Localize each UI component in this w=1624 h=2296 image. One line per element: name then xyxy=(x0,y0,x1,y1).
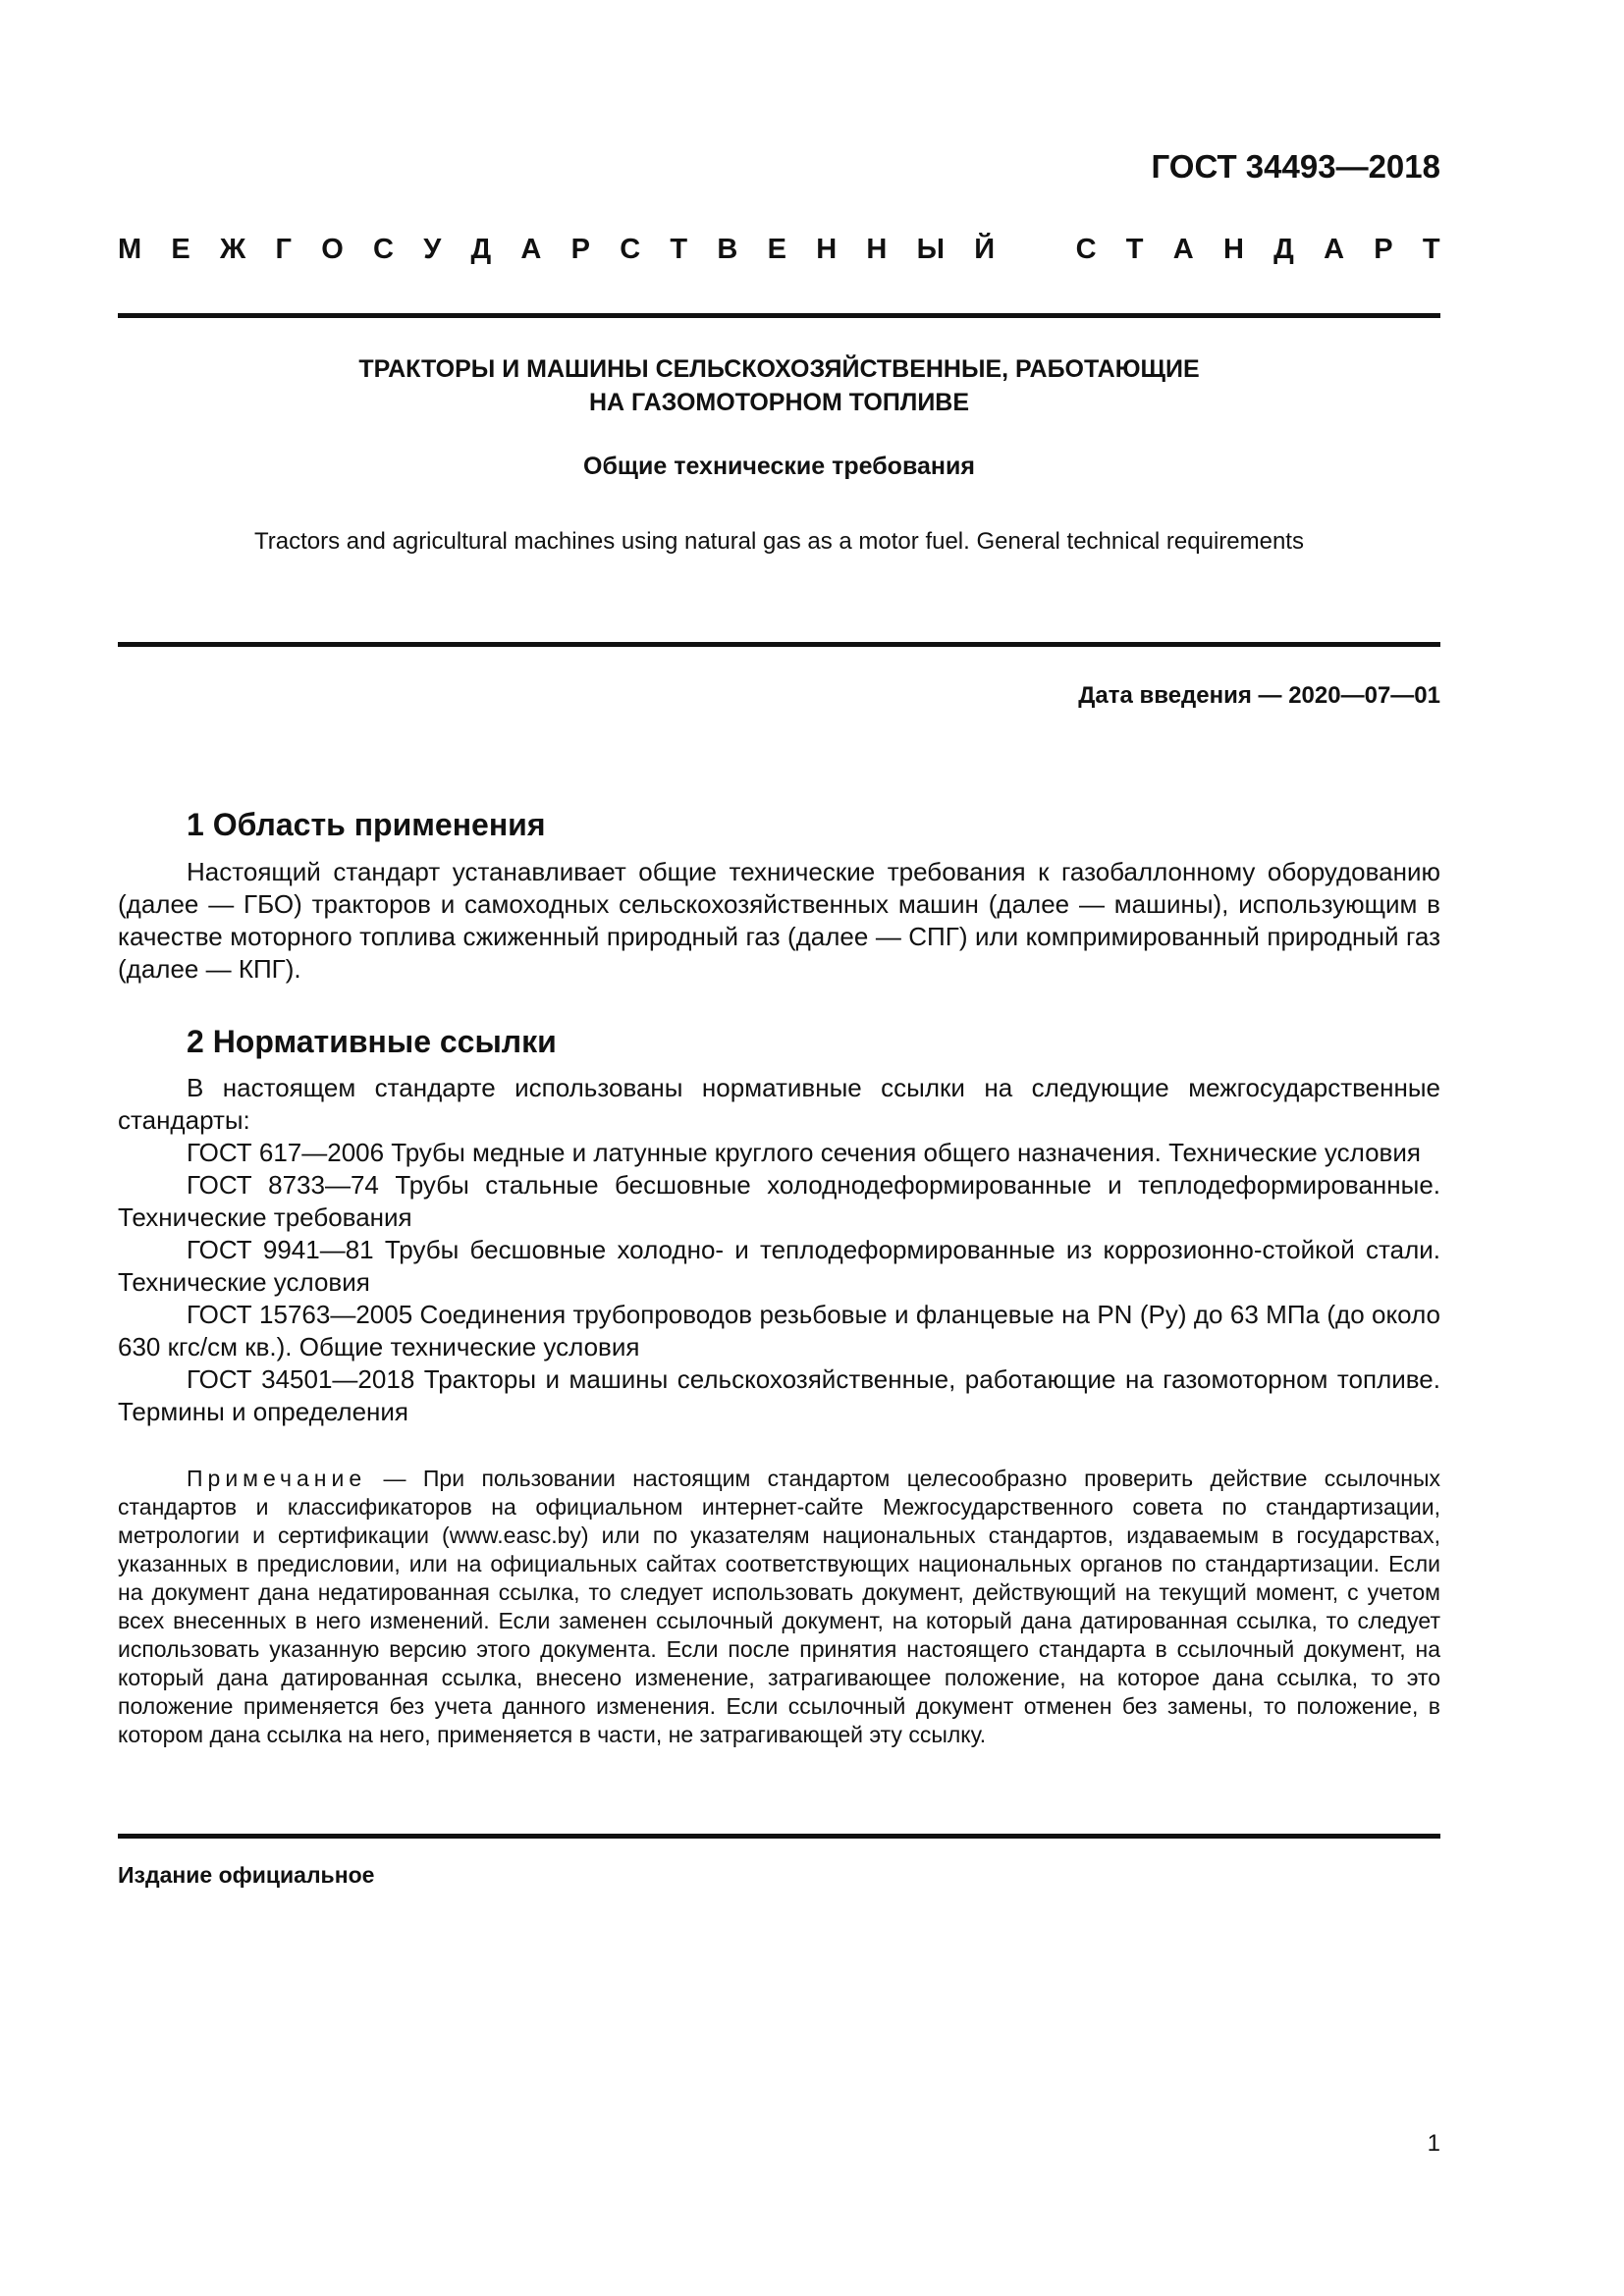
heading-letter: Д xyxy=(470,233,492,265)
heading-letter: С xyxy=(1075,233,1097,265)
heading-letter: Р xyxy=(570,233,590,265)
heading-letter: А xyxy=(520,233,542,265)
heading-letter: Ж xyxy=(220,233,246,265)
heading-letter: Й xyxy=(974,233,996,265)
heading-letter: В xyxy=(717,233,738,265)
title-line-1: ТРАКТОРЫ И МАШИНЫ СЕЛЬСКОХОЗЯЙСТВЕННЫЕ, РАБОТАЮЩИЕ xyxy=(358,354,1200,383)
english-title: Tractors and agricultural machines using natural gas as a motor fuel. General technical requirements xyxy=(254,527,1304,555)
heading-letter: Е xyxy=(767,233,786,265)
heading-letter: Ы xyxy=(916,233,945,265)
heading-letter: М xyxy=(118,233,142,265)
heading-letter: Т xyxy=(670,233,688,265)
heading-letter: Н xyxy=(866,233,888,265)
heading-letter: Е xyxy=(171,233,190,265)
reference-item: ГОСТ 8733—74 Трубы стальные бесшовные холоднодеформированные и теплодеформированные. Технические требования xyxy=(118,1170,1440,1233)
footer-divider xyxy=(118,1834,1440,1839)
title-line-2: НА ГАЗОМОТОРНОМ ТОПЛИВЕ xyxy=(588,388,970,416)
heading-letter: С xyxy=(620,233,641,265)
document-subtitle: Общие технические требования xyxy=(583,452,975,480)
heading-letter: С xyxy=(373,233,394,265)
document-number: ГОСТ 34493—2018 xyxy=(1151,148,1440,185)
heading-letter: Т xyxy=(1422,233,1440,265)
section-2-heading: 2 Нормативные ссылки xyxy=(187,1023,557,1059)
title-divider xyxy=(118,642,1440,647)
heading-letter: Д xyxy=(1273,233,1294,265)
page-number: 1 xyxy=(1427,2130,1440,2157)
note-text: — При пользовании настоящим стандартом целесообразно проверить действие ссылочных стандартов и классификаторов на официальном интернет-сайте Межгосударственного совета по стандартизации, метрологии и сертификации (www.easc.by) или по указателям национальных стандартов, издаваемым в государствах, указанных в предисловии, или на официальных сайтах соответствующих национальных органов по стандартизации. Если на документ дана недатированная ссылка, то следует использовать документ, действующий на текущий момент, с учетом всех внесенных в него изменений. Если заменен ссылочный документ, на который дана датированная ссылка, то следует использовать указанную версию этого документа. Если после принятия настоящего стандарта в ссылочный документ, на который дана датированная ссылка, внесено изменение, затрагивающее положение, на которое дана ссылка, то это положение применяется без учета данного изменения. Если ссылочный документ отменен без замены, то положение, в котором дана ссылка на него, применяется в части, не затрагивающей эту ссылку. xyxy=(118,1466,1440,1748)
top-divider xyxy=(118,313,1440,318)
word-gap xyxy=(1024,236,1046,264)
heading-letter: Т xyxy=(1125,233,1144,265)
normative-references-list xyxy=(118,1137,1440,1428)
heading-letter: Н xyxy=(816,233,838,265)
section-1-text: Настоящий стандарт устанавливает общие технические требования к газобаллонному оборудованию (далее — ГБО) тракторов и самоходных сельскохозяйственных машин (далее — машины), использующим в качестве моторного топлива сжиженный природный газ (далее — СПГ) или компримированный природный газ (далее — КПГ). xyxy=(118,856,1440,984)
reference-item: ГОСТ 9941—81 Трубы бесшовные холодно- и теплодеформированные из коррозионно-стойкой стали. Технические условия xyxy=(118,1235,1440,1298)
section-1-heading: 1 Область применения xyxy=(187,807,546,843)
heading-letter: О xyxy=(321,233,344,265)
heading-letter: А xyxy=(1324,233,1345,265)
heading-letter: У xyxy=(423,233,442,265)
heading-letter: А xyxy=(1172,233,1194,265)
note-paragraph xyxy=(118,1465,1440,1749)
reference-item: ГОСТ 34501—2018 Тракторы и машины сельскохозяйственные, работающие на газомоторном топливе. Термины и определения xyxy=(118,1364,1440,1427)
heading-letter: Р xyxy=(1374,233,1393,265)
section-2-intro: В настоящем стандарте использованы нормативные ссылки на следующие межгосударственные стандарты: xyxy=(118,1073,1440,1136)
heading-letter: Н xyxy=(1222,233,1244,265)
document-title xyxy=(118,352,1440,419)
reference-item: ГОСТ 617—2006 Трубы медные и латунные круглого сечения общего назначения. Технические условия xyxy=(187,1138,1421,1168)
standard-type-heading xyxy=(118,233,1440,265)
edition-label: Издание официальное xyxy=(118,1862,375,1889)
note-label: Примечание xyxy=(187,1466,367,1492)
introduction-date: Дата введения — 2020—07—01 xyxy=(1078,682,1440,710)
reference-item: ГОСТ 15763—2005 Соединения трубопроводов резьбовые и фланцевые на PN (Ру) до 63 МПа (до около 630 кгс/см кв.). Общие технические условия xyxy=(118,1300,1440,1362)
heading-letter: Г xyxy=(275,233,292,265)
